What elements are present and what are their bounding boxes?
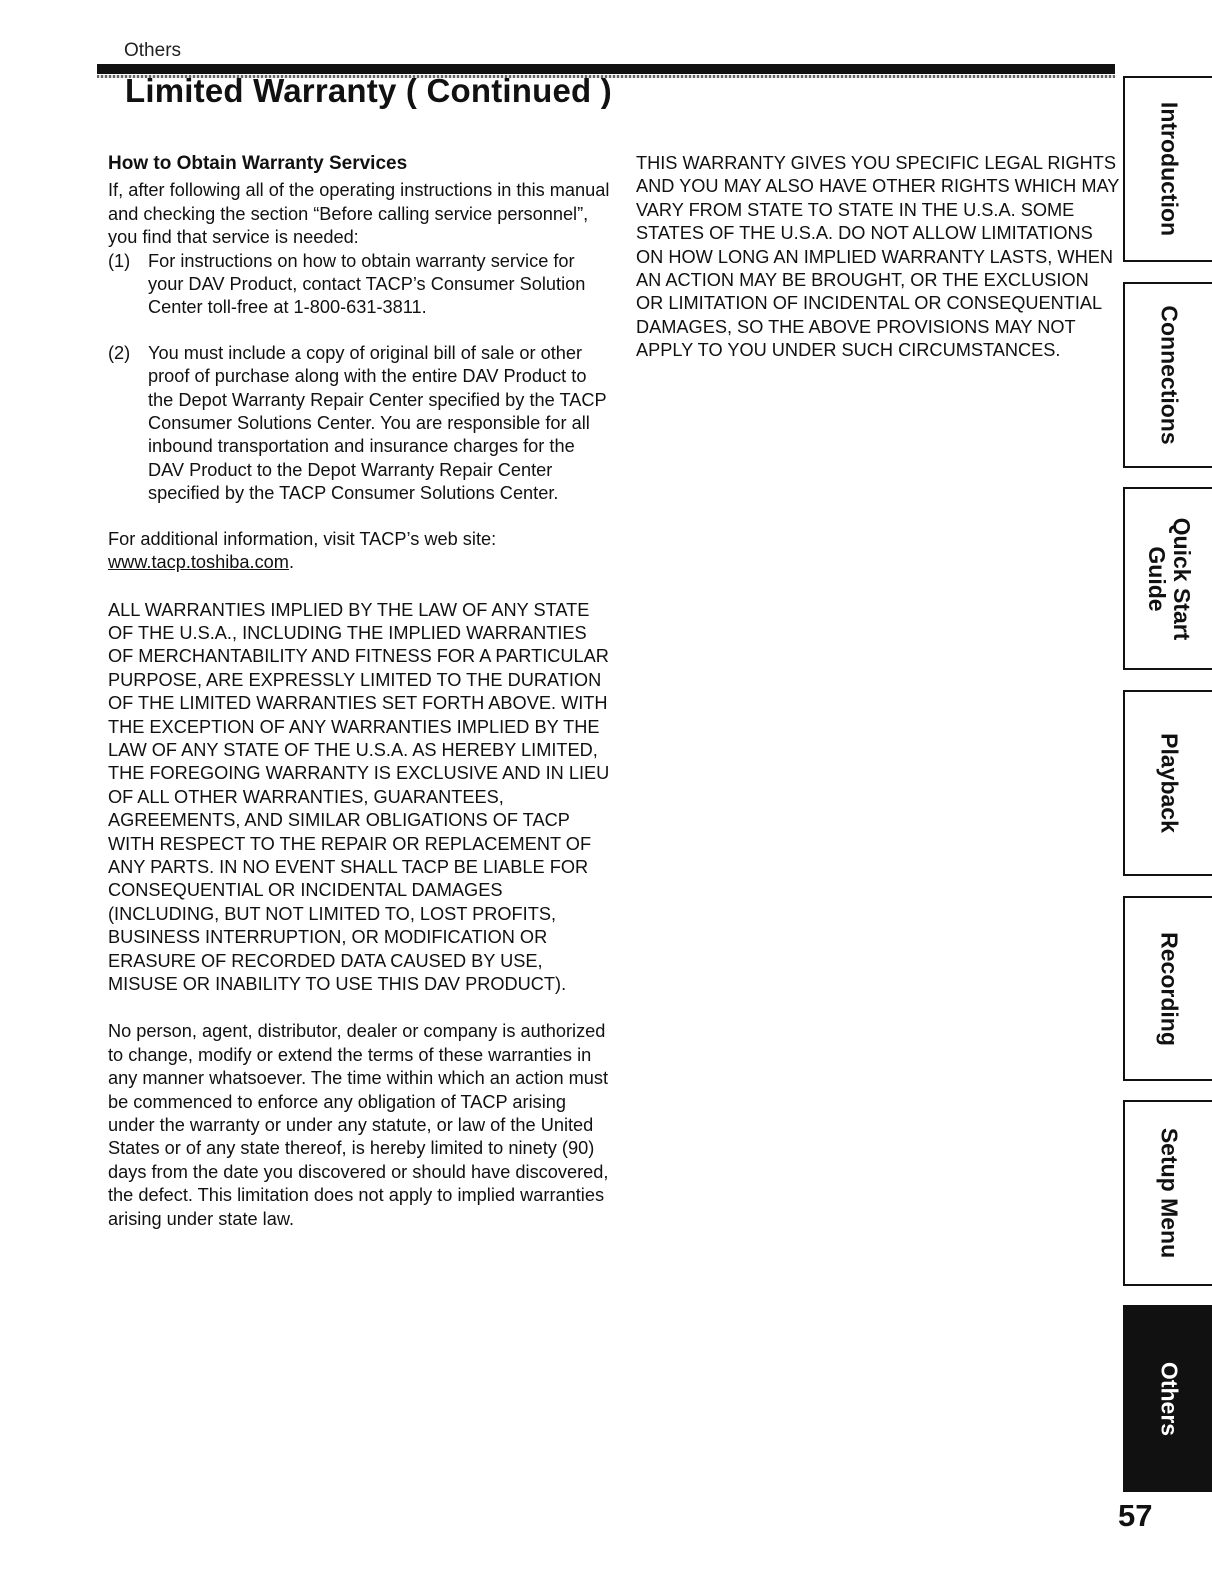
item-number: (1) [108,250,131,271]
tab-recording-label: Recording [1156,931,1182,1046]
website-suffix: . [288,552,295,573]
left-column [108,152,613,1231]
tab-connections[interactable] [1123,282,1212,468]
tab-quick-start-line2: Guide [1143,545,1170,612]
right-column [636,152,1121,363]
tab-quick-start-line1: Quick Start [1168,517,1195,640]
tab-playback[interactable] [1123,690,1212,876]
section-label: Others [124,40,182,61]
additional-info-paragraph [108,528,613,575]
numbered-item [108,342,613,506]
page-number: 57 [1118,1498,1153,1533]
tab-playback-label: Playback [1156,733,1182,833]
item-number: (2) [108,342,131,363]
tab-others-label: Others [1156,1361,1182,1436]
tab-setup-menu-label: Setup Menu [1156,1127,1182,1259]
tab-introduction[interactable] [1123,76,1212,262]
tab-quick-start-guide[interactable] [1123,487,1212,670]
tab-introduction-label: Introduction [1156,101,1182,237]
additional-info-text: For additional information, visit TACP’s web site: [108,528,497,549]
tab-others[interactable] [1123,1305,1212,1492]
legal-rights-paragraph: THIS WARRANTY GIVES YOU SPECIFIC LEGAL RIGHTS AND YOU MAY ALSO HAVE OTHER RIGHTS WHICH MAY VARY FROM STATE TO STATE IN THE U.S.A. SOME STATES OF THE U.S.A. DO NOT ALLOW LIMITATIONS ON HOW LONG AN IMPLIED WARRANTY LASTS, WHEN AN ACTION MAY BE BROUGHT, OR THE EXCLUSION OR LIMITATION OF INCIDENTAL OR CONSEQUENTIAL DAMAGES, SO THE ABOVE PROVISIONS MAY NOT APPLY TO YOU UNDER SUCH CIRCUMSTANCES. [636,153,1120,361]
item-text: You must include a copy of original bill of sale or other proof of purchase along with the entire DAV Product to the Depot Warranty Repair Center specified by the TACP Consumer Solutions Center. You are responsible for all inbound transportation and insurance charges for the DAV Product to the Depot Warranty Repair Center specified by the TACP Consumer Solutions Center. [148,342,607,504]
tab-connections-label: Connections [1156,305,1182,445]
tab-quick-start-label [1144,517,1194,640]
warranty-services-heading: How to Obtain Warranty Services [108,153,408,174]
page-title: Limited Warranty ( Continued ) [125,72,612,109]
intro-paragraph: If, after following all of the operating instructions in this manual and checking the section “Before calling service personnel”, you find that service is needed: [108,180,610,248]
implied-warranties-paragraph: ALL WARRANTIES IMPLIED BY THE LAW OF ANY STATE OF THE U.S.A., INCLUDING THE IMPLIED WARRANTIES OF MERCHANTABILITY AND FITNESS FOR A PARTICULAR PURPOSE, ARE EXPRESSLY LIMITED TO THE DURATION OF THE LIMITED WARRANTIES SET FORTH ABOVE. WITH THE EXCEPTION OF ANY WARRANTIES IMPLIED BY THE LAW OF ANY STATE OF THE U.S.A. AS HEREBY LIMITED, THE FOREGOING WARRANTY IS EXCLUSIVE AND IN LIEU OF ALL OTHER WARRANTIES, GUARANTEES, AGREEMENTS, AND SIMILAR OBLIGATIONS OF TACP WITH RESPECT TO THE REPAIR OR REPLACEMENT OF ANY PARTS. IN NO EVENT SHALL TACP BE LIABLE FOR CONSEQUENTIAL OR INCIDENTAL DAMAGES (INCLUDING, BUT NOT LIMITED TO, LOST PROFITS, BUSINESS INTERRUPTION, OR MODIFICATION OR ERASURE OF RECORDED DATA CAUSED BY USE, MISUSE OR INABILITY TO USE THIS DAV PRODUCT). [108,599,610,994]
tab-setup-menu[interactable] [1123,1100,1212,1286]
numbered-item [108,250,613,320]
item-text: For instructions on how to obtain warranty service for your DAV Product, contact TACP’s Consumer Solution Center toll-free at 1-800-631-3811. [148,250,586,318]
tab-recording[interactable] [1123,896,1212,1081]
no-person-paragraph: No person, agent, distributor, dealer or company is authorized to change, modify or extend the terms of these warranties in any manner whatsoever. The time within which an action must be commenced to enforce any obligation of TACP arising under the warranty or under any statute, or law of the United States or of any state thereof, is hereby limited to ninety (90) days from the date you discovered or should have discovered, the defect. This limitation does not apply to implied warranties arising under state law. [108,1021,609,1229]
website-link[interactable]: www.tacp.toshiba.com [108,552,289,573]
